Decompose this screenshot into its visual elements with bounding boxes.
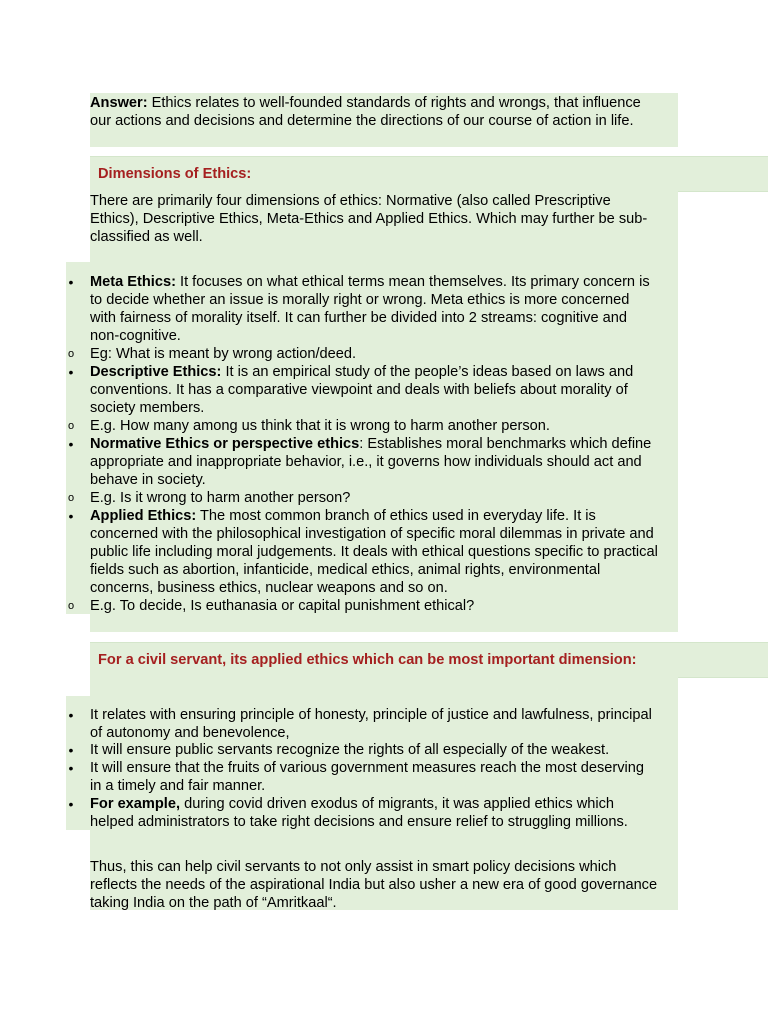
bullet-marker: • bbox=[68, 364, 74, 380]
bullet-marker: • bbox=[68, 274, 74, 290]
bullet-marker: • bbox=[68, 742, 74, 758]
meta-ethics-item: Meta Ethics: It focuses on what ethical terms mean themselves. Its primary concern is to decide whether an issue is morally right or wrong. Meta ethics is more concerned with fairness of morality itself. It can further be divided into 2 streams: cognitive and non-cognitive. bbox=[90, 274, 650, 344]
descriptive-ethics-example: E.g. How many among us think that it is wrong to harm another person. bbox=[90, 418, 550, 434]
civil-servant-heading: For a civil servant, its applied ethics which can be most important dimension: bbox=[98, 652, 637, 668]
applied-ethics-item: Applied Ethics: The most common branch of ethics used in everyday life. It is concerned with the philosophical investigation of specific moral dilemmas in private and public life including moral judgements. It deals with ethical questions specific to practical fields such as abortion, infanticide, medical ethics, animal rights, environmental concerns, business ethics, nuclear weapons and so on. bbox=[90, 508, 658, 596]
normative-ethics-label: Normative Ethics or perspective ethics bbox=[90, 436, 360, 452]
descriptive-ethics-label: Descriptive Ethics: bbox=[90, 364, 222, 380]
dimensions-heading: Dimensions of Ethics: bbox=[98, 166, 252, 182]
civil-point-4: For example, during covid driven exodus of migrants, it was applied ethics which helped administrators to take right decisions and ensure relief to struggling millions. bbox=[90, 796, 628, 830]
answer-label: Answer: bbox=[90, 95, 148, 111]
sub-bullet-marker: o bbox=[67, 420, 75, 432]
answer-text: our actions and decisions and determine the directions of our course of action in life. bbox=[90, 113, 634, 129]
civil-point-3: It will ensure that the fruits of various government measures reach the most deserving in a timely and fair manner. bbox=[90, 760, 645, 794]
applied-ethics-example: E.g. To decide, Is euthanasia or capital punishment ethical? bbox=[90, 598, 475, 614]
intro-line: Ethics), Descriptive Ethics, Meta-Ethics and Applied Ethics. Which may further be sub- bbox=[90, 211, 648, 227]
bullet-marker: • bbox=[68, 436, 74, 452]
sub-bullet-marker: o bbox=[67, 600, 75, 612]
sub-bullet-marker: o bbox=[67, 492, 75, 504]
conclusion-paragraph: Thus, this can help civil servants to not only assist in smart policy decisions which reflects the needs of the aspirational India but also usher a new era of good governance taking India on the path of “Amritkaal“. bbox=[90, 859, 658, 911]
bullet-marker: • bbox=[68, 760, 74, 776]
descriptive-ethics-item: Descriptive Ethics: It is an empirical study of the people’s ideas based on laws and conventions. It has a comparative viewpoint and deals with beliefs about morality of society members. bbox=[90, 364, 634, 416]
intro-line: classified as well. bbox=[90, 229, 203, 245]
answer-paragraph bbox=[90, 94, 676, 130]
intro-line: There are primarily four dimensions of ethics: Normative (also called Prescriptive bbox=[90, 193, 611, 209]
answer-text: Ethics relates to well-founded standards of rights and wrongs, that influence bbox=[147, 95, 641, 111]
sub-bullet-marker: o bbox=[67, 348, 75, 360]
civil-point-2: It will ensure public servants recognize the rights of all especially of the weakest. bbox=[90, 742, 610, 758]
meta-ethics-label: Meta Ethics: bbox=[90, 274, 176, 290]
bullet-marker: • bbox=[68, 796, 74, 812]
normative-ethics-item: Normative Ethics or perspective ethics: Establishes moral benchmarks which define appropriate and inappropriate behavior, i.e., it governs how individuals should act and behave in society. bbox=[90, 436, 652, 488]
applied-ethics-label: Applied Ethics: bbox=[90, 508, 197, 524]
intro-paragraph bbox=[90, 192, 676, 246]
civil-point-1: It relates with ensuring principle of honesty, principle of justice and lawfulness, principal of autonomy and benevolence, bbox=[90, 707, 652, 741]
normative-ethics-example: E.g. Is it wrong to harm another person? bbox=[90, 490, 351, 506]
meta-ethics-example: Eg: What is meant by wrong action/deed. bbox=[90, 346, 357, 362]
bullet-marker: • bbox=[68, 707, 74, 723]
bullet-marker: • bbox=[68, 508, 74, 524]
for-example-label: For example, bbox=[90, 796, 181, 812]
